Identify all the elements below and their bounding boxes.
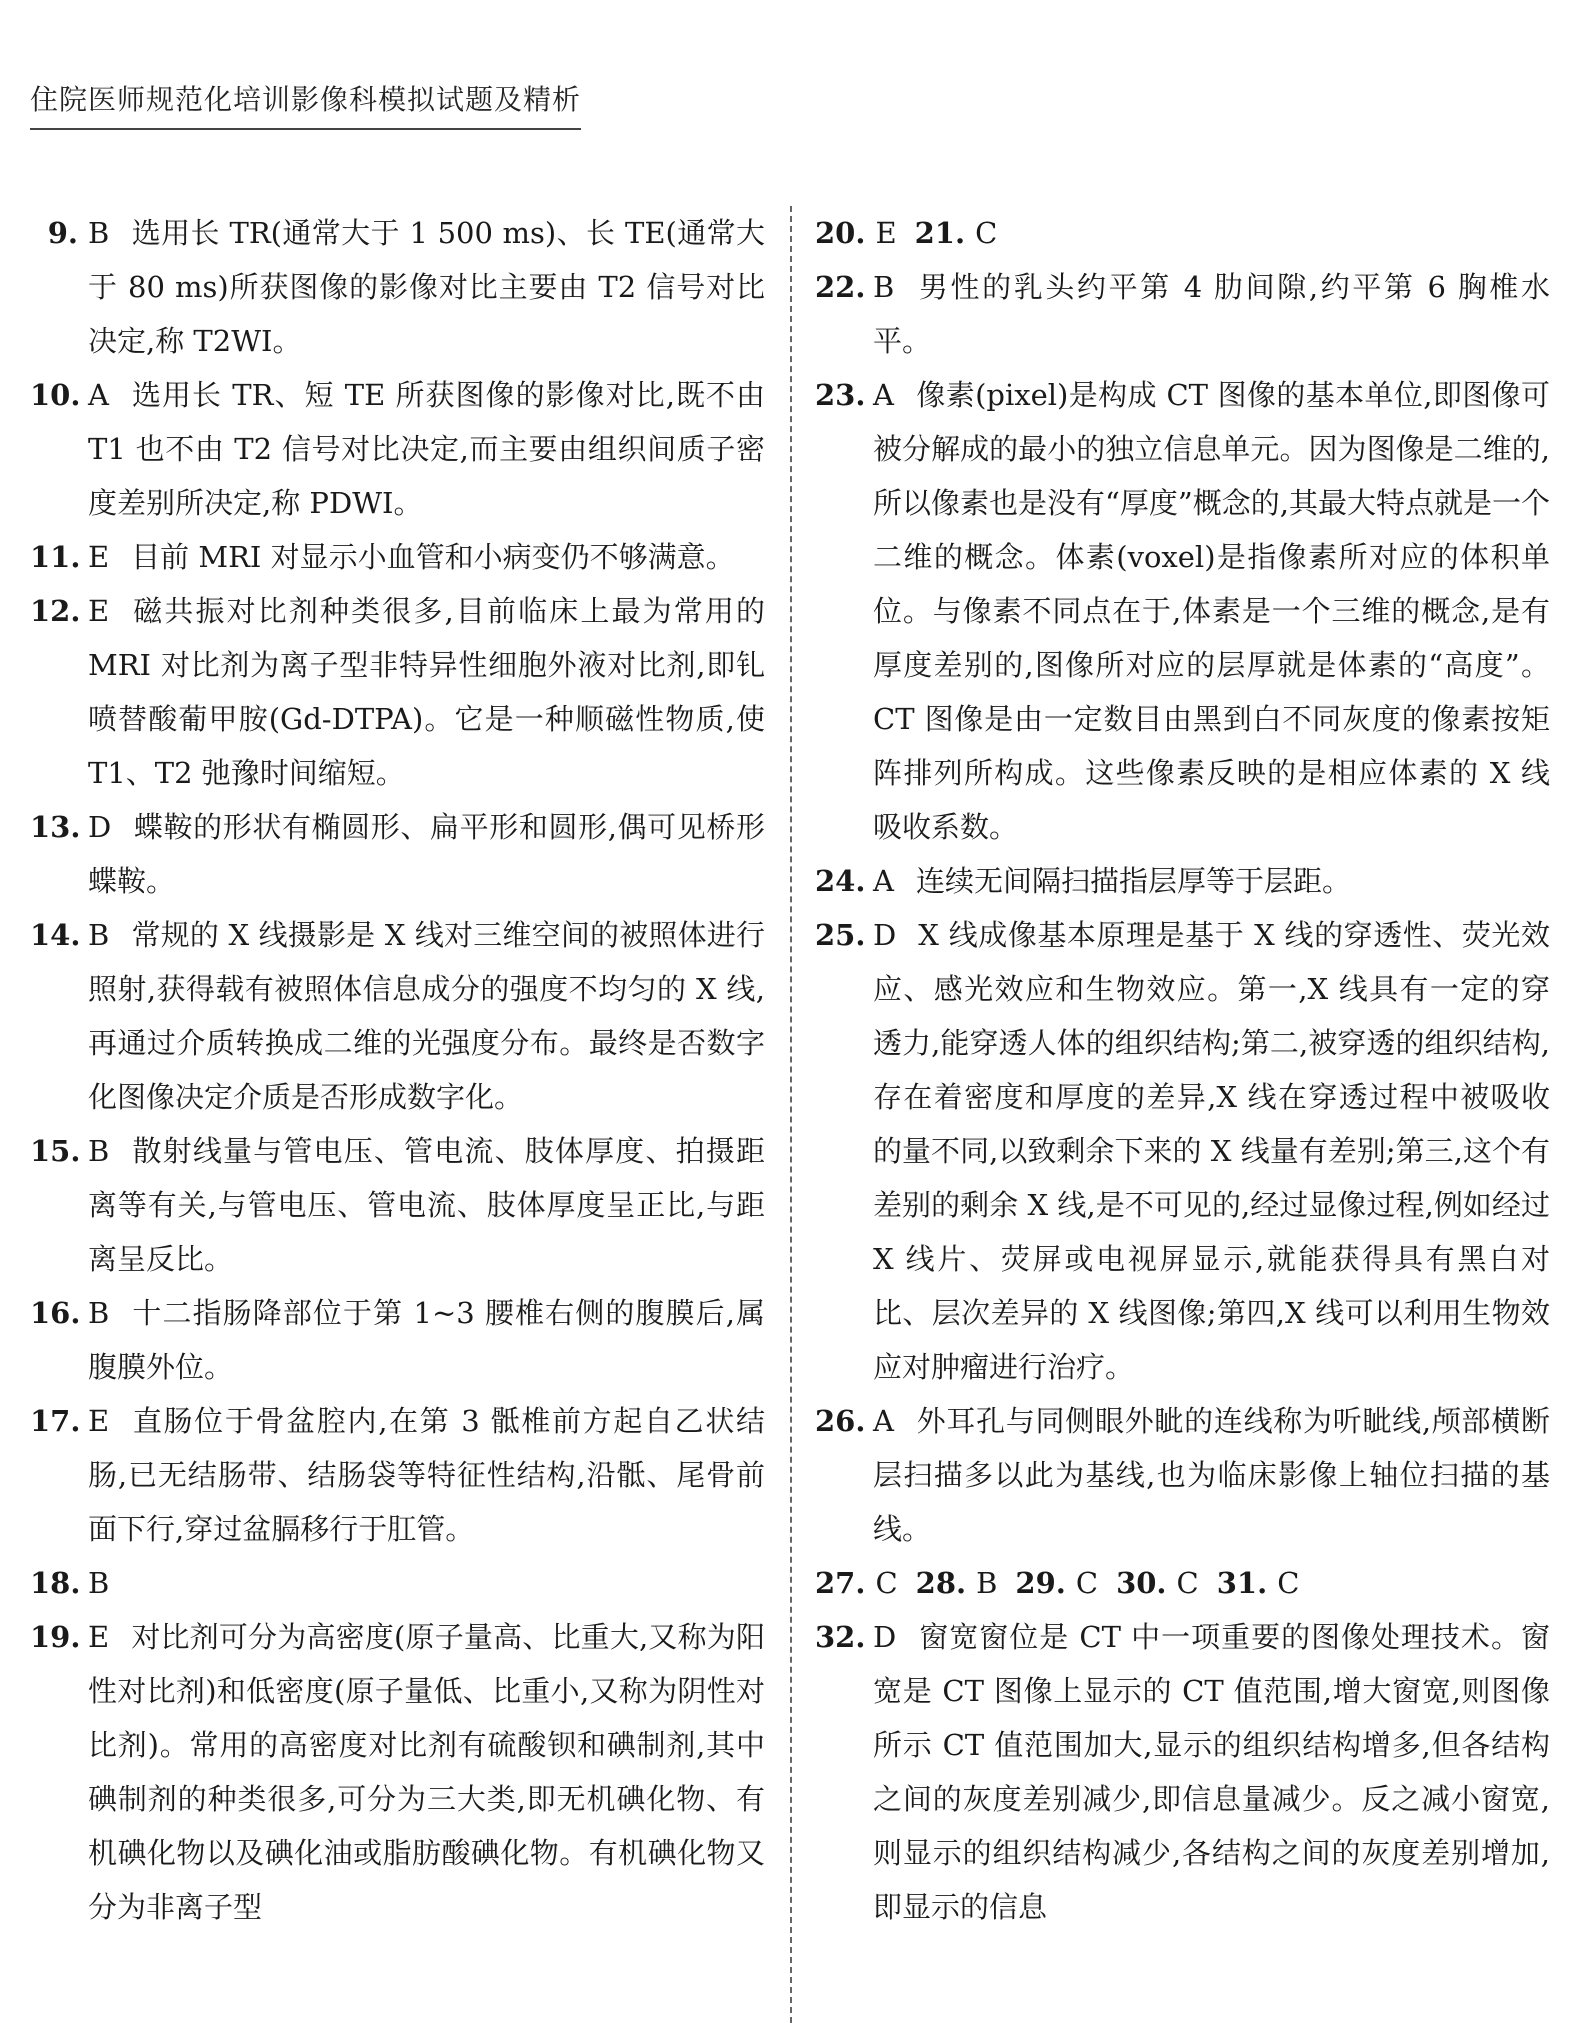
question-number: 18. — [30, 1566, 81, 1600]
explanation-text: 选用长 TR、短 TE 所获图像的影像对比,既不由 T1 也不由 T2 信号对比决定,而主要由组织间质子密度差别所决定,称 PDWI。 — [88, 378, 765, 520]
answer-letter: D — [873, 918, 897, 952]
answer-entry — [30, 1286, 765, 1394]
question-number: 27. — [815, 1566, 866, 1600]
question-number: 11. — [30, 540, 81, 574]
explanation-text: 目前 MRI 对显示小血管和小病变仍不够满意。 — [131, 540, 735, 574]
answer-entry — [30, 800, 765, 908]
answer-pair — [1217, 1556, 1300, 1610]
answer-entry — [30, 1610, 765, 1934]
answer-letter: B — [976, 1566, 998, 1600]
column-divider — [790, 206, 792, 2023]
left-column — [30, 206, 765, 1934]
answer-letter: C — [1075, 1566, 1099, 1600]
answer-entry — [30, 1124, 765, 1286]
question-number: 12. — [30, 594, 81, 628]
question-number: 26. — [815, 1404, 866, 1438]
question-number: 21. — [914, 216, 966, 250]
answer-letter: A — [88, 378, 109, 412]
question-number: 22. — [815, 270, 866, 304]
answer-pair — [915, 206, 998, 260]
explanation-text: 对比剂可分为高密度(原子量高、比重大,又称为阳性对比剂)和低密度(原子量低、比重小,又称为阴性对比剂)。常用的高密度对比剂有硫酸钡和碘制剂,其中碘制剂的种类很多,可分为三大类,即无机碘化物、有机碘化物以及碘化油或脂肪酸碘化物。有机碘化物又分为非离子型 — [88, 1620, 765, 1924]
answer-letter: E — [88, 594, 110, 628]
answer-entry — [30, 530, 765, 584]
answer-letter: B — [88, 1134, 110, 1168]
answer-letter: A — [873, 1404, 894, 1438]
answer-letter: A — [873, 864, 894, 898]
explanation-text: 外耳孔与同侧眼外眦的连线称为听眦线,颅部横断层扫描多以此为基线,也为临床影像上轴位扫描的基线。 — [873, 1404, 1550, 1546]
answer-pair — [815, 206, 897, 260]
explanation-text: 选用长 TR(通常大于 1 500 ms)、长 TE(通常大于 80 ms)所获图像的影像对比主要由 T2 信号对比决定,称 T2WI。 — [88, 216, 765, 358]
explanation-text: 十二指肠降部位于第 1~3 腰椎右侧的腹膜后,属腹膜外位。 — [88, 1296, 765, 1384]
explanation-text: 窗宽窗位是 CT 中一项重要的图像处理技术。窗宽是 CT 图像上显示的 CT 值范围,增大窗宽,则图像所示 CT 值范围加大,显示的组织结构增多,但各结构之间的灰度差别减少,即信息量减少。反之减小窗宽,则显示的组织结构减少,各结构之间的灰度差别增加,即显示的信息 — [873, 1620, 1550, 1924]
answer-letter: B — [873, 270, 895, 304]
answer-letter: B — [88, 216, 110, 250]
answer-letter: B — [88, 1566, 110, 1600]
answer-letter: E — [88, 540, 110, 574]
answer-pair — [1116, 1556, 1199, 1610]
answer-entry — [30, 206, 765, 368]
answer-entry — [30, 1394, 765, 1556]
answer-entry — [30, 584, 765, 800]
answer-letter: B — [88, 1296, 110, 1330]
answer-entry — [815, 1394, 1550, 1556]
running-title: 住院医师规范化培训影像科模拟试题及精析 — [30, 78, 581, 130]
answer-letter: C — [1277, 1566, 1300, 1600]
question-number: 17. — [30, 1404, 81, 1438]
answer-letter: E — [88, 1620, 110, 1654]
explanation-text: 连续无间隔扫描指层厚等于层距。 — [915, 864, 1351, 898]
answer-line-27-31 — [815, 1556, 1550, 1610]
explanation-text: 蝶鞍的形状有椭圆形、扁平形和圆形,偶可见桥形蝶鞍。 — [88, 810, 765, 898]
answer-entry — [815, 908, 1550, 1394]
explanation-text: 像素(pixel)是构成 CT 图像的基本单位,即图像可被分解成的最小的独立信息单元。因为图像是二维的,所以像素也是没有“厚度”概念的,其最大特点就是一个二维的概念。体素(voxel)是指像素所对应的体积单位。与像素不同点在于,体素是一个三维的概念,是有厚度差别的,图像所对应的层厚就是体素的“高度”。CT 图像是由一定数目由黑到白不同灰度的像素按矩阵排列所构成。这些像素反映的是相应体素的 X 线吸收系数。 — [873, 378, 1550, 844]
answer-pair — [916, 1556, 998, 1610]
answer-letter: E — [875, 216, 897, 250]
question-number: 16. — [30, 1296, 81, 1330]
answer-letter: D — [88, 810, 112, 844]
answer-line-20-21 — [815, 206, 1550, 260]
answer-letter: B — [88, 918, 110, 952]
question-number: 13. — [30, 810, 81, 844]
answer-entry — [815, 260, 1550, 368]
answer-pair — [815, 1556, 898, 1610]
answer-entry — [30, 908, 765, 1124]
explanation-text: 直肠位于骨盆腔内,在第 3 骶椎前方起自乙状结肠,已无结肠带、结肠袋等特征性结构,沿骶、尾骨前面下行,穿过盆膈移行于肛管。 — [88, 1404, 765, 1546]
answer-entry — [30, 368, 765, 530]
answer-entry — [815, 854, 1550, 908]
question-number: 10. — [30, 378, 81, 412]
explanation-text: 常规的 X 线摄影是 X 线对三维空间的被照体进行照射,获得载有被照体信息成分的强度不均匀的 X 线,再通过介质转换成二维的光强度分布。最终是否数字化图像决定介质是否形成数字化。 — [88, 918, 765, 1114]
question-number: 20. — [815, 216, 866, 250]
question-number: 19. — [30, 1620, 81, 1654]
answer-entry — [815, 1610, 1550, 1934]
right-column — [815, 206, 1550, 1934]
question-number: 9. — [47, 216, 78, 250]
answer-letter: E — [88, 1404, 110, 1438]
explanation-text: X 线成像基本原理是基于 X 线的穿透性、荧光效应、感光效应和生物效应。第一,X 线具有一定的穿透力,能穿透人体的组织结构;第二,被穿透的组织结构,存在着密度和厚度的差异,X 线在穿透过程中被吸收的量不同,以致剩余下来的 X 线量有差别;第三,这个有差别的剩余 X 线,是不可见的,经过显像过程,例如经过 X 线片、荧屏或电视屏显示,就能获得具有黑白对比、层次差异的 X 线图像;第四,X 线可以利用生物效应对肿瘤进行治疗。 — [873, 918, 1550, 1384]
explanation-text: 散射线量与管电压、管电流、肢体厚度、拍摄距离等有关,与管电压、管电流、肢体厚度呈正比,与距离呈反比。 — [88, 1134, 765, 1276]
explanation-text: 男性的乳头约平第 4 肋间隙,约平第 6 胸椎水平。 — [873, 270, 1550, 358]
question-number: 32. — [815, 1620, 866, 1654]
question-number: 14. — [30, 918, 81, 952]
question-number: 24. — [815, 864, 866, 898]
answer-letter: C — [875, 1566, 898, 1600]
question-number: 30. — [1116, 1566, 1167, 1600]
question-number: 29. — [1015, 1566, 1066, 1600]
answer-entry — [815, 368, 1550, 854]
question-number: 31. — [1216, 1566, 1268, 1600]
answer-pair — [1015, 1556, 1098, 1610]
question-number: 23. — [815, 378, 866, 412]
explanation-text: 磁共振对比剂种类很多,目前临床上最为常用的 MRI 对比剂为离子型非特异性细胞外液对比剂,即钆喷替酸葡甲胺(Gd-DTPA)。它是一种顺磁性物质,使 T1、T2 弛豫时间缩短。 — [88, 594, 765, 790]
question-number: 28. — [915, 1566, 967, 1600]
answer-letter: A — [873, 378, 894, 412]
answer-entry — [30, 1556, 765, 1610]
question-number: 15. — [30, 1134, 81, 1168]
question-number: 25. — [815, 918, 866, 952]
answer-letter: C — [975, 216, 998, 250]
answer-letter: D — [873, 1620, 897, 1654]
answer-letter: C — [1176, 1566, 1199, 1600]
